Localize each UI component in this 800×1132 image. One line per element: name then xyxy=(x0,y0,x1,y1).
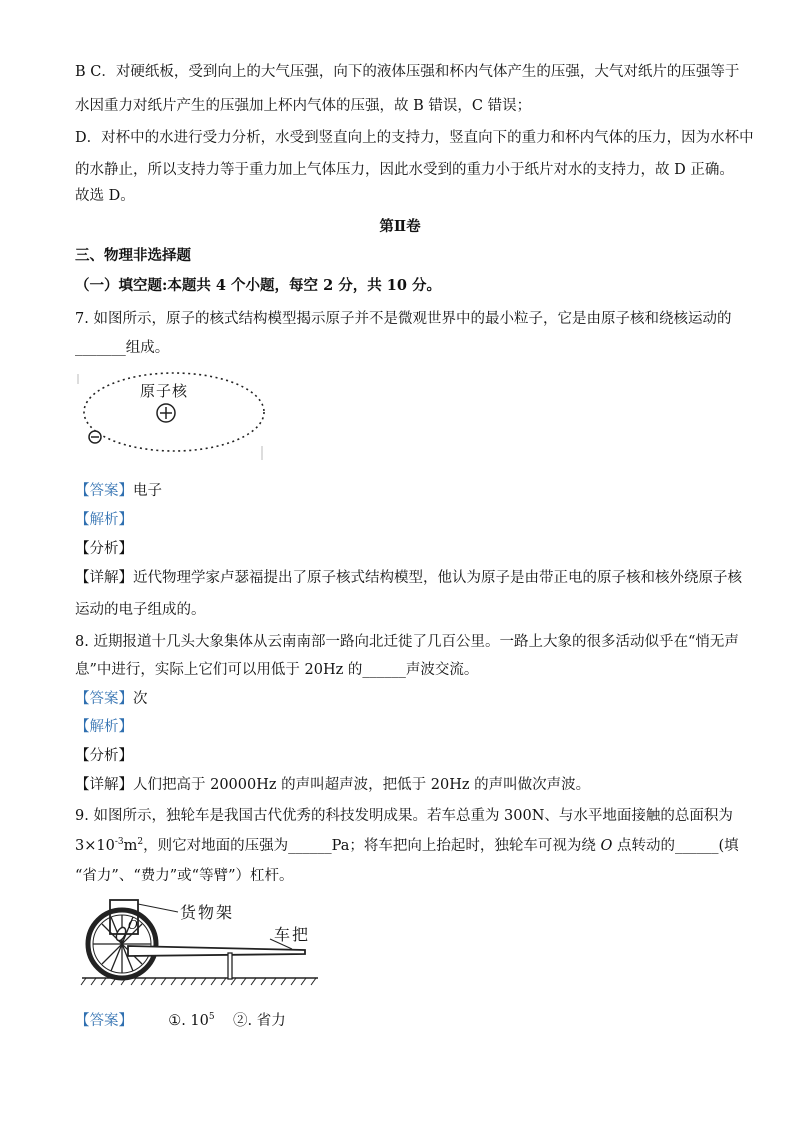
q8-answer xyxy=(75,689,735,709)
cargo-rack-label: 货物架 xyxy=(180,903,235,922)
detail-tag: 【详解】 xyxy=(75,570,133,586)
text-line: 的水静止，所以支持力等于重力加上气体压力，因此水受到的重力小于纸片对水的支持力，故 D 正确。 xyxy=(75,162,734,178)
text-line: 故选 D。 xyxy=(75,188,135,204)
q9-line3: “省力”、“费力”或“等臂”）杠杆。 xyxy=(75,868,294,884)
wheelbarrow-figure xyxy=(80,896,320,996)
answer-tag: 【答案】 xyxy=(75,691,133,707)
nucleus-label: 原子核 xyxy=(140,382,189,400)
sub-title: （一）填空题:本题共 4 个小题，每空 2 分，共 10 分。 xyxy=(75,277,441,294)
q9-answer xyxy=(75,1011,735,1031)
part-title: 三、物理非选择题 xyxy=(75,247,191,264)
support-leg xyxy=(228,953,232,979)
q8-detail xyxy=(75,775,735,795)
handle-label: 车把 xyxy=(274,925,311,944)
answer-exponent: 5 xyxy=(208,1012,215,1023)
section-title: 第Ⅱ卷 xyxy=(379,218,421,235)
q7-detail xyxy=(75,568,742,588)
answer-text: 电子 xyxy=(133,483,162,499)
answer-text: 次 xyxy=(133,691,148,707)
handle-bar xyxy=(128,946,305,956)
q7-answer xyxy=(75,481,735,501)
q9-line2: $3\times 10^{-3}m^2$，则它对地面的压强为______Pa；将车把向上抬起时，独轮车可视为绕 O 点转动的______(填 xyxy=(75,837,739,854)
answer-part-2: ②. 省力 xyxy=(214,1013,286,1029)
q7-detail-line2: 运动的电子组成的。 xyxy=(75,602,206,618)
answer-tag: 【答案】 xyxy=(75,483,133,499)
fenxi-tag: 【分析】 xyxy=(75,541,133,557)
q7-line1: 7. 如图所示，原子的核式结构模型揭示原子并不是微观世界中的最小粒子，它是由原子核和绕核运动的 xyxy=(75,311,732,327)
text-line: B C．对硬纸板，受到向上的大气压强，向下的液体压强和杯内气体产生的压强，大气对纸片的压强等于 xyxy=(75,64,740,80)
text-line: 水因重力对纸片产生的压强加上杯内气体的压强，故 B 错误，C 错误； xyxy=(75,98,532,114)
q8-line1: 8. 近期报道十几头大象集体从云南南部一路向北迁徙了几百公里。一路上大象的很多活动似乎在“悄无声 xyxy=(75,634,739,650)
answer-tag: 【答案】 xyxy=(75,1013,133,1029)
detail-text: 近代物理学家卢瑟福提出了原子核式结构模型，他认为原子是由带正电的原子核和核外绕原子核 xyxy=(133,570,742,586)
pivot-o-label: O xyxy=(128,918,138,932)
analysis-tag: 【解析】 xyxy=(75,719,133,735)
q7-line2: _______组成。 xyxy=(75,340,170,356)
atom-model-figure xyxy=(74,368,274,466)
text-line: D．对杯中的水进行受力分析，水受到竖直向上的支持力，竖直向下的重力和杯内气体的压力，因为水杯中 xyxy=(75,130,754,146)
detail-tag: 【详解】 xyxy=(75,777,133,793)
q8-line2: 息”中进行，实际上它们可以用低于 20Hz 的______声波交流。 xyxy=(75,662,479,678)
fenxi-tag: 【分析】 xyxy=(75,748,133,764)
answer-part-1: ①. 10 xyxy=(168,1013,209,1029)
detail-text: 人们把高于 20000Hz 的声叫超声波，把低于 20Hz 的声叫做次声波。 xyxy=(133,777,591,793)
q9-line1: 9. 如图所示，独轮车是我国古代优秀的科技发明成果。若车总重为 300N、与水平地面接触的总面积为 xyxy=(75,808,733,824)
analysis-tag: 【解析】 xyxy=(75,512,133,528)
